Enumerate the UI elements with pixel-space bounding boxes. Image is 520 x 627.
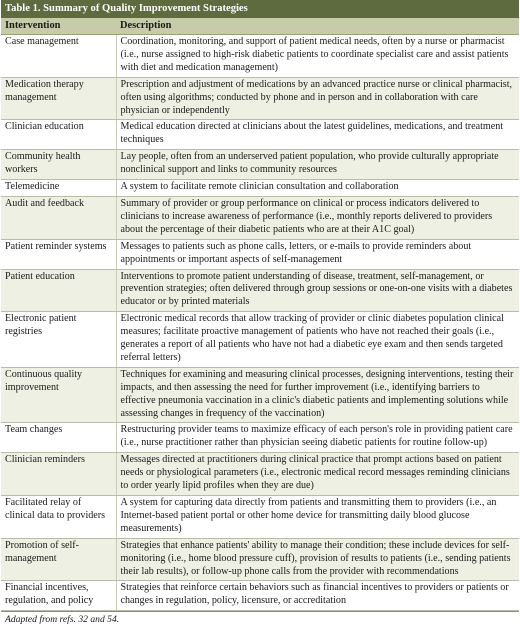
description-cell: Medical education directed at clinicians about the latest guidelines, medications, and treatment techniques	[116, 120, 519, 150]
table-title: Table 1. Summary of Quality Improvement Strategies	[1, 0, 519, 18]
table-body	[1, 35, 519, 611]
table-row	[1, 367, 519, 423]
table-row	[1, 150, 519, 180]
table-footnote: Adapted from refs. 32 and 54.	[1, 611, 519, 627]
table-header	[1, 18, 519, 35]
description-cell: Techniques for examining and measuring clinical processes, designing interventions, testing their impacts, and then assessing the need for further improvement (i.e., identifying barriers to effective pneumonia vaccination in a clinic's diabetic patients and implementing solutions while assessing changes in frequency of the vaccination)	[116, 367, 519, 423]
intervention-cell: Patient reminder systems	[1, 239, 116, 269]
description-cell: Coordination, monitoring, and support of patient medical needs, often by a nurse or pharmacist (i.e., nurse assigned to high-risk diabetic patients to coordinate specialist care and assist patients with diet and medication management)	[116, 35, 519, 78]
description-cell: A system to facilitate remote clinician consultation and collaboration	[116, 180, 519, 197]
description-cell: Prescription and adjustment of medications by an advanced practice nurse or clinical pharmacist, often using algorithms; conducted by phone and in person and in collaboration with care physician or independently	[116, 77, 519, 120]
table-row	[1, 35, 519, 78]
table-row	[1, 196, 519, 239]
intervention-cell: Clinician reminders	[1, 453, 116, 496]
table-row	[1, 269, 519, 312]
intervention-cell: Team changes	[1, 423, 116, 453]
header-row	[1, 18, 519, 35]
intervention-cell: Telemedicine	[1, 180, 116, 197]
intervention-cell: Promotion of self-management	[1, 538, 116, 581]
intervention-cell: Continuous quality improvement	[1, 367, 116, 423]
strategies-table	[1, 18, 519, 611]
description-cell: Strategies that enhance patients' ability to manage their condition; these include devices for self-monitoring (i.e., home blood pressure cuff), provision of results to patients (i.e., sending patients their lab results), or follow-up phone calls from the provider with recommendations	[116, 538, 519, 581]
table-row	[1, 581, 519, 611]
intervention-cell: Clinician education	[1, 120, 116, 150]
description-cell: Electronic medical records that allow tracking of provider or clinic diabetes population clinical measures; facilitate proactive management of patients who have not reached their goals (i.e., generates a report of all patients who have not had a diabetic eye exam and then sends targeted referral letters)	[116, 312, 519, 368]
table-container	[1, 0, 519, 627]
table-row	[1, 453, 519, 496]
column-header-intervention: Intervention	[1, 18, 116, 35]
table-row	[1, 239, 519, 269]
table-row	[1, 77, 519, 120]
table-row	[1, 538, 519, 581]
intervention-cell: Medication therapy management	[1, 77, 116, 120]
intervention-cell: Audit and feedback	[1, 196, 116, 239]
description-cell: Summary of provider or group performance on clinical or process indicators delivered to clinicians to increase awareness of performance (i.e., monthly reports delivered to providers about the percentage of their diabetic patients who are at their A1C goal)	[116, 196, 519, 239]
column-header-description: Description	[116, 18, 519, 35]
description-cell: Restructuring provider teams to maximize efficacy of each person's role in providing patient care (i.e., nurse practitioner rather than physician seeing diabetic patients for routine follow-up)	[116, 423, 519, 453]
intervention-cell: Case management	[1, 35, 116, 78]
description-cell: Strategies that reinforce certain behaviors such as financial incentives to providers or patients or changes in regulation, policy, licensure, or accreditation	[116, 581, 519, 611]
intervention-cell: Community health workers	[1, 150, 116, 180]
intervention-cell: Financial incentives, regulation, and policy	[1, 581, 116, 611]
table-row	[1, 312, 519, 368]
table-row	[1, 120, 519, 150]
intervention-cell: Electronic patient registries	[1, 312, 116, 368]
description-cell: Lay people, often from an underserved patient population, who provide culturally appropriate nonclinical support and links to community resources	[116, 150, 519, 180]
description-cell: Messages to patients such as phone calls, letters, or e-mails to provide reminders about appointments or important aspects of self-management	[116, 239, 519, 269]
intervention-cell: Patient education	[1, 269, 116, 312]
table-row	[1, 180, 519, 197]
description-cell: Messages directed at practitioners during clinical practice that prompt actions based on patient needs or physiological parameters (i.e., electronic medical record messages reminding clinicians to order yearly lipid profiles when they are due)	[116, 453, 519, 496]
intervention-cell: Facilitated relay of clinical data to providers	[1, 496, 116, 539]
table-row	[1, 423, 519, 453]
table-row	[1, 496, 519, 539]
description-cell: A system for capturing data directly from patients and transmitting them to providers (i.e., an Internet-based patient portal or other home device for transmitting daily blood glucose measurements)	[116, 496, 519, 539]
description-cell: Interventions to promote patient understanding of disease, treatment, self-management, or prevention strategies; often delivered through group sessions or one-on-one visits with a diabetes educator or by printed materials	[116, 269, 519, 312]
